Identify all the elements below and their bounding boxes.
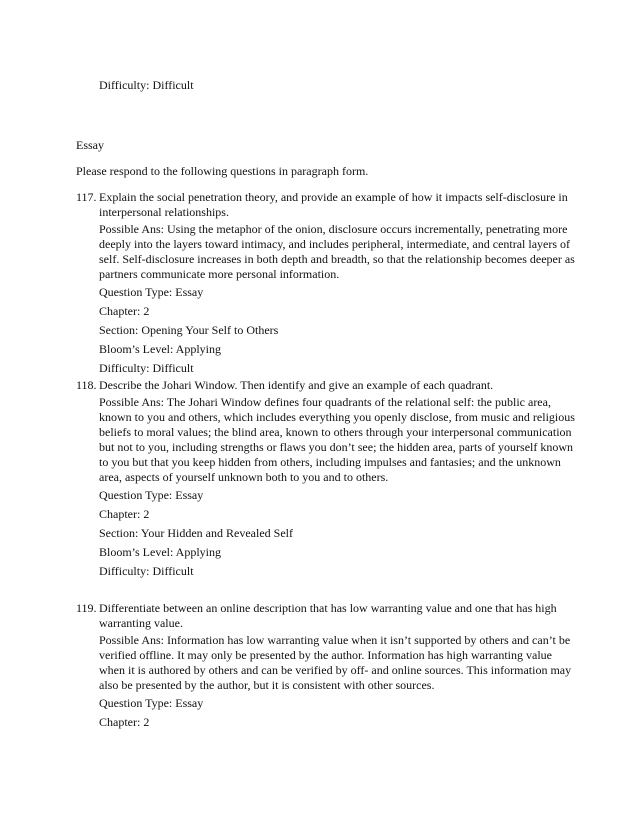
question-119-answer: Possible Ans: Information has low warranting value when it isn’t supported by others and can’t be verified offline. It may only be presented by the author. Information has high warranting value when it is authored by others and can be verified by off- and online sources. This information may also be presented by the author, but it is consistent with other sources. (99, 633, 572, 692)
question-119-prompt (76, 601, 576, 631)
question-119 (76, 601, 576, 731)
question-118-answer: Possible Ans: The Johari Window defines four quadrants of the relational self: the public area, known to you and others, which includes everything you openly disclose, from music and religious beliefs to moral values; the blind area, known to others through your interpersonal communication but not to you, including strengths or flaws you don’t see; the hidden area, parts of yourself known to you but that you keep hidden from others, including impulses and fantasies; and the unknown area, aspects of yourself unknown both to you and to others. (99, 395, 575, 484)
question-117-difficulty: Difficulty: Difficult (99, 361, 194, 375)
question-118-section: Section: Your Hidden and Revealed Self (99, 526, 293, 540)
question-117 (76, 190, 576, 377)
question-118-type: Question Type: Essay (99, 488, 204, 502)
question-number: 117. (76, 190, 97, 204)
section-instructions: Please respond to the following questions in paragraph form. (76, 164, 369, 178)
question-119-chapter: Chapter: 2 (99, 715, 150, 729)
question-118 (76, 378, 576, 580)
question-117-chapter: Chapter: 2 (99, 304, 150, 318)
question-117-blooms-level: Bloom’s Level: Applying (99, 342, 221, 356)
question-118-blooms-level: Bloom’s Level: Applying (99, 545, 221, 559)
top-difficulty: Difficulty: Difficult (99, 78, 194, 92)
question-118-difficulty: Difficulty: Difficult (99, 564, 194, 578)
question-text: Describe the Johari Window. Then identify and give an example of each quadrant. (99, 378, 494, 392)
question-118-chapter: Chapter: 2 (99, 507, 150, 521)
question-119-type: Question Type: Essay (99, 696, 204, 710)
question-117-answer: Possible Ans: Using the metaphor of the onion, disclosure occurs incrementally, penetrating more deeply into the layers toward intimacy, and includes peripheral, intermediate, and central layers of self. Self-disclosure increases in both depth and breadth, so that the relationship becomes deeper as partners communicate more personal information. (99, 222, 575, 281)
question-117-section: Section: Opening Your Self to Others (99, 323, 279, 337)
question-118-prompt (76, 378, 576, 393)
question-text: Explain the social penetration theory, and provide an example of how it impacts self-disclosure in interpersonal relationships. (99, 190, 568, 219)
question-number: 119. (76, 601, 97, 615)
question-117-prompt (76, 190, 576, 220)
question-text: Differentiate between an online description that has low warranting value and one that has high warranting value. (99, 601, 557, 630)
question-number: 118. (76, 378, 97, 392)
question-117-type: Question Type: Essay (99, 285, 204, 299)
section-title: Essay (76, 138, 104, 152)
